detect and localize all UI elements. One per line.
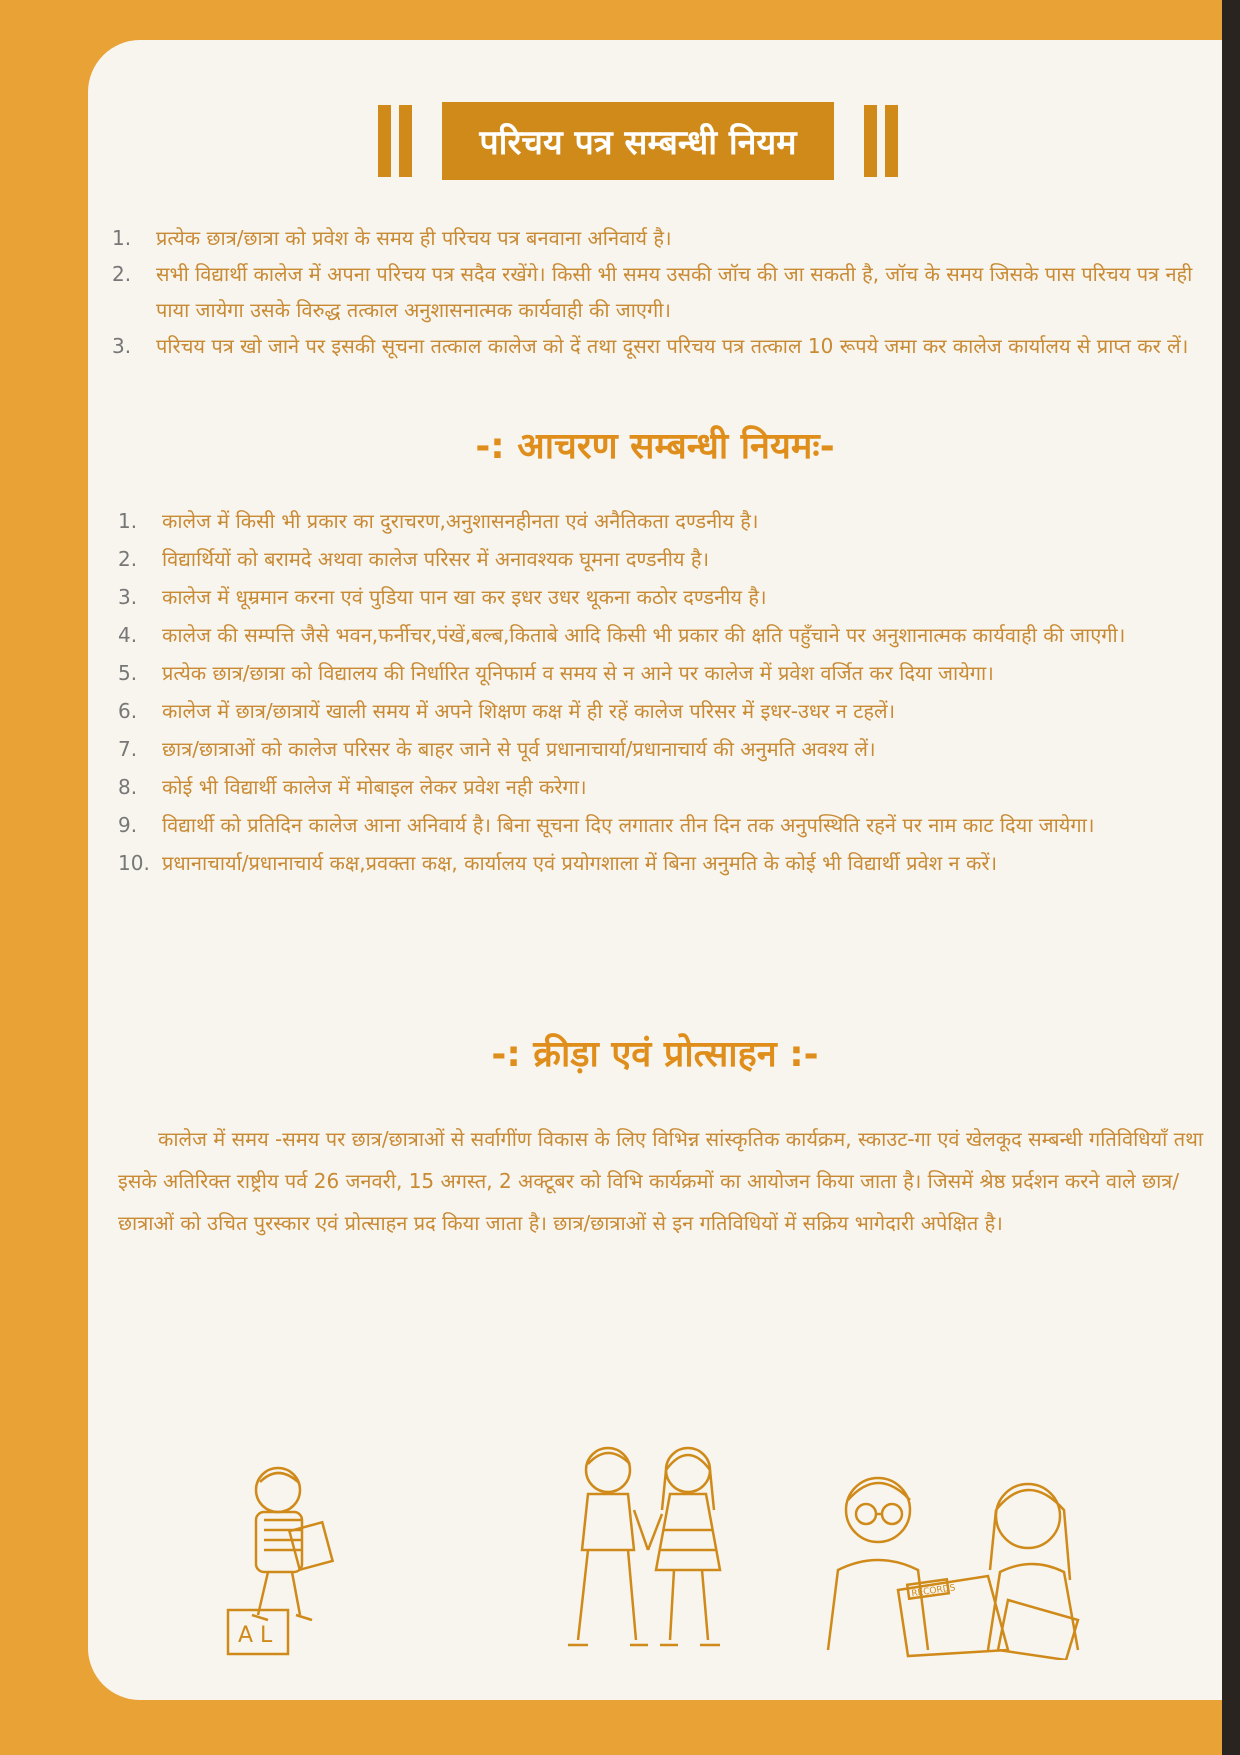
bar-decoration <box>885 105 898 177</box>
list-item <box>112 220 1206 256</box>
list-item <box>118 616 1212 654</box>
list-item <box>112 256 1206 328</box>
right-bars <box>864 105 898 177</box>
list-item <box>118 654 1212 692</box>
bar-decoration <box>864 105 877 177</box>
page-title: परिचय पत्र सम्बन्धी नियम <box>442 102 833 180</box>
rule-number: 3. <box>118 585 138 609</box>
rule-number: 7. <box>118 737 138 761</box>
rule-text: कालेज में छात्र/छात्रायें खाली समय में अपने शिक्षण कक्ष में ही रहें कालेज परिसर में इधर-उधर न टहलें। <box>162 699 896 723</box>
conduct-rules-list <box>118 502 1212 882</box>
notice-card <box>88 40 1222 1700</box>
block-letters: A L <box>238 1623 273 1648</box>
rule-text: छात्र/छात्राओं को कालेज परिसर के बाहर जाने से पूर्व प्रधानाचार्या/प्रधानाचार्य की अनुमति अवश्य लें। <box>162 737 876 761</box>
list-item <box>118 730 1212 768</box>
rule-text: कालेज में किसी भी प्रकार का दुराचरण,अनुशासनहीनता एवं अनैतिकता दण्डनीय है। <box>162 509 759 533</box>
rule-text: परिचय पत्र खो जाने पर इसकी सूचना तत्काल कालेज को दें तथा दूसरा परिचय पत्र तत्काल 10 रूपये जमा कर कालेज कार्यालय से प्राप्त कर लें। <box>156 334 1189 358</box>
conduct-section-title: -: आचरण सम्बन्धी नियमः- <box>475 426 835 467</box>
students-reading-illustration <box>808 1460 1108 1660</box>
rule-number: 2. <box>118 547 138 571</box>
list-item <box>118 806 1212 844</box>
rule-number: 9. <box>118 813 138 837</box>
rule-number: 10. <box>118 851 150 875</box>
rule-number: 5. <box>118 661 138 685</box>
rule-number: 1. <box>118 509 138 533</box>
rule-number: 3. <box>112 334 132 358</box>
list-item <box>118 502 1212 540</box>
rule-number: 8. <box>118 775 138 799</box>
rule-text: विद्यार्थियों को बरामदे अथवा कालेज परिसर में अनावश्यक घूमना दण्डनीय है। <box>162 547 710 571</box>
left-bars <box>378 105 412 177</box>
bar-decoration <box>399 105 412 177</box>
book-label: RECORDS <box>910 1583 957 1600</box>
boy-reading-illustration <box>208 1460 358 1660</box>
rule-text: कोई भी विद्यार्थी कालेज में मोबाइल लेकर प्रवेश नही करेगा। <box>162 775 587 799</box>
rule-text: सभी विद्यार्थी कालेज में अपना परिचय पत्र सदैव रखेंगे। किसी भी समय उसकी जॉच की जा सकती है, जॉच के समय जिसके पास परिचय पत्र नही पाया जायेगा उसके विरुद्ध तत्काल अनुशासनात्मक कार्यवाही की जाएगी। <box>156 262 1193 322</box>
bar-decoration <box>378 105 391 177</box>
rule-text: प्रत्येक छात्र/छात्रा को विद्यालय की निर्धारित यूनिफार्म व समय से न आने पर कालेज में प्रवेश वर्जित कर दिया जायेगा। <box>162 661 994 685</box>
list-item <box>118 844 1212 882</box>
id-rules-list <box>112 220 1206 364</box>
list-item <box>118 768 1212 806</box>
rule-number: 4. <box>118 623 138 647</box>
sports-paragraph: कालेज में समय -समय पर छात्र/छात्राओं से सर्वागींण विकास के लिए विभिन्न सांस्कृतिक कार्यक्रम, स्काउट-गा एवं खेलकूद सम्बन्धी गतिविधियाँ तथा इसके अतिरिक्त राष्ट्रीय पर्व 26 जनवरी, 15 अगस्त, 2 अक्टूबर को विभि कार्यक्रमों का आयोजन किया जाता है। जिसमें श्रेष्ठ प्रर्दशन करने वाले छात्र/छात्राओं को उचित पुरस्कार एवं प्रोत्साहन प्रद किया जाता है। छात्र/छात्राओं से इन गतिविधियों में सक्रिय भागेदारी अपेक्षित है। <box>118 1127 1204 1235</box>
rule-text: प्रत्येक छात्र/छात्रा को प्रवेश के समय ही परिचय पत्र बनवाना अनिवार्य है। <box>156 226 672 250</box>
children-walking-illustration <box>548 1440 748 1670</box>
list-item <box>118 540 1212 578</box>
list-item <box>118 692 1212 730</box>
rule-number: 6. <box>118 699 138 723</box>
rule-text: कालेज की सम्पत्ति जैसे भवन,फर्नीचर,पंखें,बल्ब,किताबे आदि किसी भी प्रकार की क्षति पहुँचाने पर अनुशानात्मक कार्यवाही की जाएगी। <box>162 623 1126 647</box>
list-item <box>112 328 1206 364</box>
sports-section-title: -: क्रीड़ा एवं प्रोत्साहन :- <box>491 1034 819 1075</box>
title-banner <box>378 100 898 182</box>
rule-text: प्रधानाचार्या/प्रधानाचार्य कक्ष,प्रवक्ता कक्ष, कार्यालय एवं प्रयोगशाला में बिना अनुमति के कोई भी विद्यार्थी प्रवेश न करें। <box>162 851 998 875</box>
rule-number: 2. <box>112 262 132 286</box>
rule-text: विद्यार्थी को प्रतिदिन कालेज आना अनिवार्य है। बिना सूचना दिए लगातार तीन दिन तक अनुपस्थिति रहनें पर नाम काट दिया जायेगा। <box>162 813 1095 837</box>
rule-text: कालेज में धूम्रमान करना एवं पुडिया पान खा कर इधर उधर थूकना कठोर दण्डनीय है। <box>162 585 767 609</box>
rule-number: 1. <box>112 226 132 250</box>
list-item <box>118 578 1212 616</box>
